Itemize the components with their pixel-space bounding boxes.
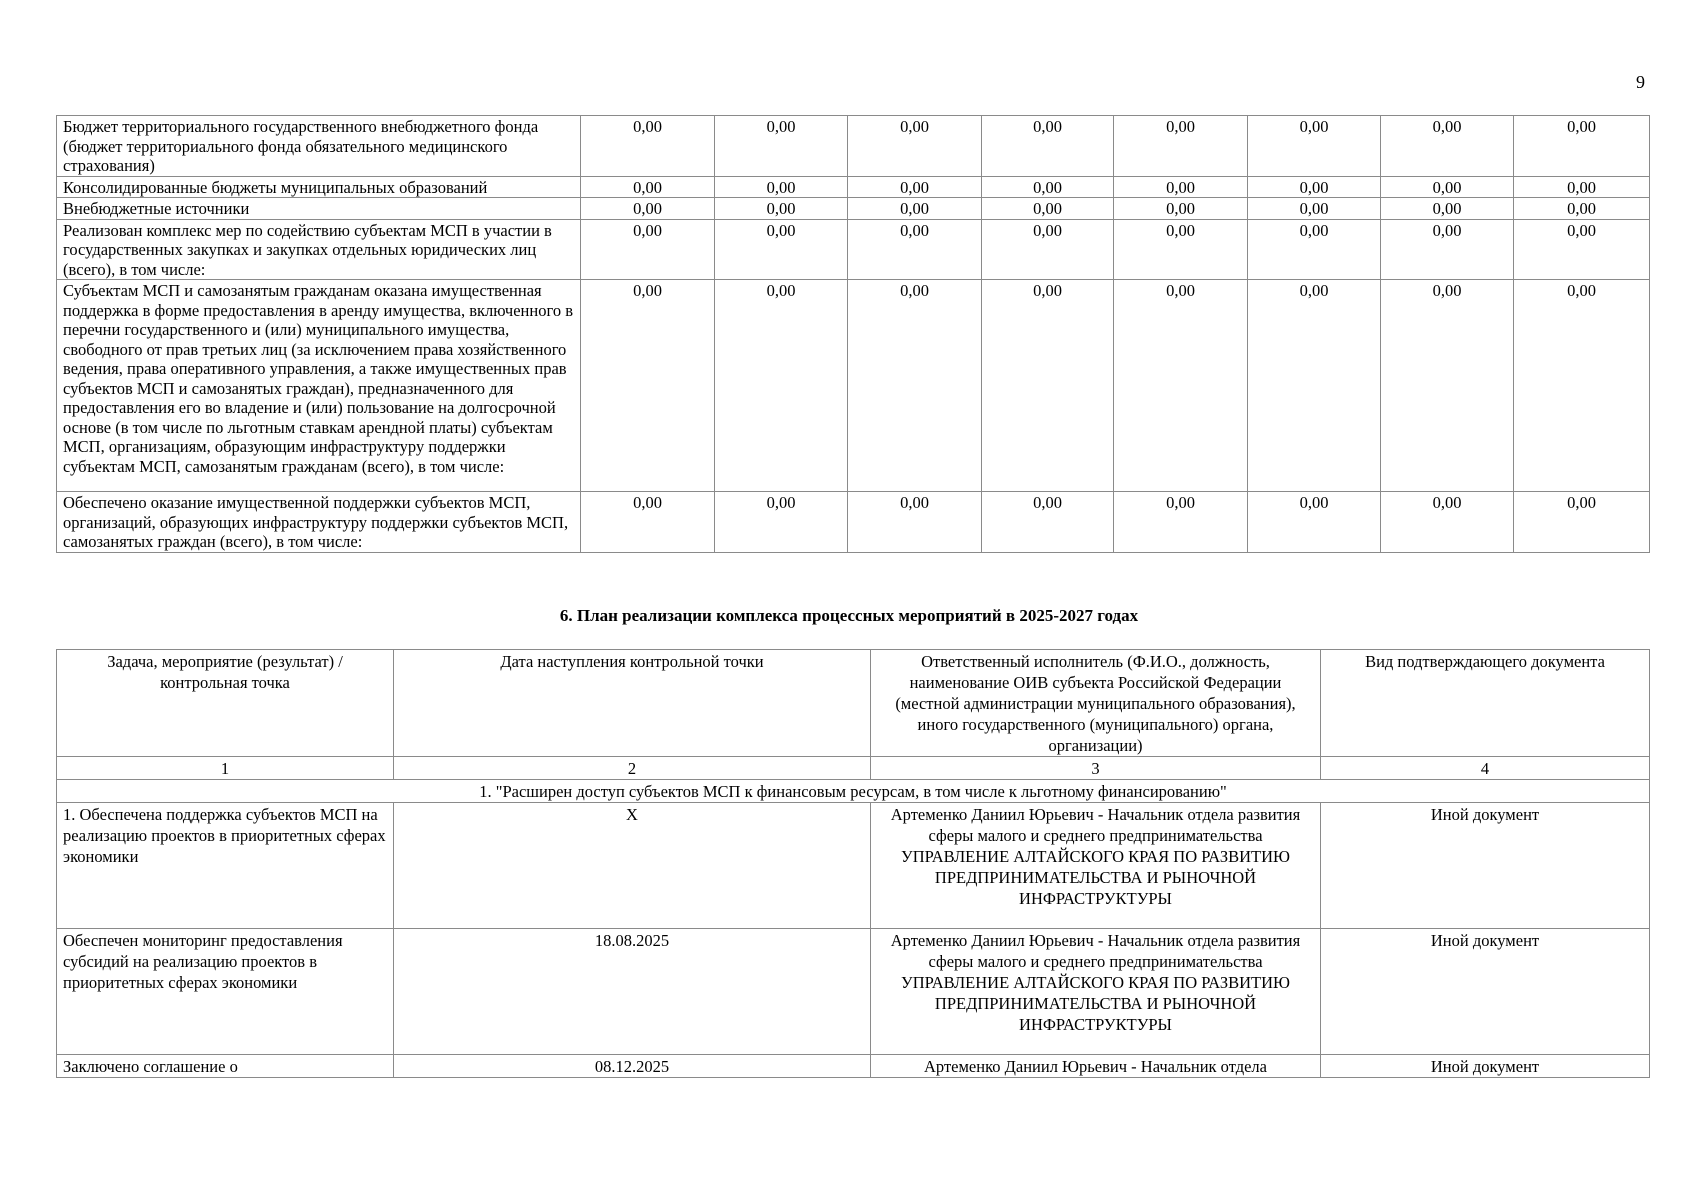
value-cell: 0,00: [1514, 280, 1650, 492]
executor-name: Артеменко Даниил Юрьевич - Начальник отдела развития сферы малого и среднего предпринимательства: [890, 931, 1301, 971]
value-cell: 0,00: [1248, 116, 1381, 177]
task-cell: Обеспечен мониторинг предоставления субсидий на реализацию проектов в приоритетных сферах экономики: [57, 929, 394, 1055]
value-cell: 0,00: [848, 198, 982, 220]
funding-table: [56, 115, 1650, 553]
value-cell: 0,00: [1514, 219, 1650, 280]
value-cell: 0,00: [581, 176, 715, 198]
value-cell: 0,00: [982, 116, 1114, 177]
value-cell: 0,00: [982, 176, 1114, 198]
value-cell: 0,00: [1381, 280, 1514, 492]
task-cell: Заключено соглашение о: [57, 1055, 394, 1078]
value-cell: 0,00: [715, 219, 848, 280]
value-cell: 0,00: [1114, 116, 1248, 177]
value-cell: 0,00: [848, 176, 982, 198]
value-cell: 0,00: [848, 116, 982, 177]
executor-org: УПРАВЛЕНИЕ АЛТАЙСКОГО КРАЯ ПО РАЗВИТИЮ ПРЕДПРИНИМАТЕЛЬСТВА И РЫНОЧНОЙ ИНФРАСТРУКТУРЫ: [901, 847, 1290, 908]
document-cell: Иной документ: [1321, 803, 1650, 929]
page-number: 9: [1636, 72, 1645, 92]
value-cell: 0,00: [1248, 176, 1381, 198]
header-executor: Ответственный исполнитель (Ф.И.О., должность, наименование ОИВ субъекта Российской Федерации (местной администрации муниципального образования), иного государственного (муниципального) органа, организации): [871, 650, 1321, 757]
value-cell: 0,00: [1514, 492, 1650, 553]
value-cell: 0,00: [848, 219, 982, 280]
value-cell: 0,00: [1114, 176, 1248, 198]
header-document: Вид подтверждающего документа: [1321, 650, 1650, 757]
task-cell: 1. Обеспечена поддержка субъектов МСП на реализацию проектов в приоритетных сферах экономики: [57, 803, 394, 929]
date-cell: 08.12.2025: [394, 1055, 871, 1078]
executor-name: Артеменко Даниил Юрьевич - Начальник отдела развития сферы малого и среднего предпринимательства: [890, 805, 1301, 845]
value-cell: 0,00: [1381, 116, 1514, 177]
value-cell: 0,00: [1248, 198, 1381, 220]
value-cell: 0,00: [715, 198, 848, 220]
value-cell: 0,00: [848, 492, 982, 553]
header-task: Задача, мероприятие (результат) / контрольная точка: [57, 650, 394, 757]
row-label: Консолидированные бюджеты муниципальных образований: [57, 176, 581, 198]
value-cell: 0,00: [1514, 198, 1650, 220]
value-cell: 0,00: [1381, 176, 1514, 198]
table-row: [57, 176, 1650, 198]
table-row: [57, 116, 1650, 177]
row-label: Субъектам МСП и самозанятым гражданам оказана имущественная поддержка в форме предоставления в аренду имущества, включенного в перечни государственного и (или) муниципального имущества, свободного от прав третьих лиц (за исключением права хозяйственного ведения, права оперативного управления, а также имущественных прав субъектов МСП и самозанятых граждан), предназначенного для предоставления его во владение и (или) пользование на долгосрочной основе (в том числе по льготным ставкам арендной платы) субъектам МСП, организациям, образующим инфраструктуру поддержки субъектам МСП, самозанятым гражданам (всего), в том числе:: [57, 280, 581, 492]
column-number-row: [57, 757, 1650, 780]
value-cell: 0,00: [581, 198, 715, 220]
value-cell: 0,00: [1381, 492, 1514, 553]
value-cell: 0,00: [982, 219, 1114, 280]
header-date: Дата наступления контрольной точки: [394, 650, 871, 757]
value-cell: 0,00: [1114, 219, 1248, 280]
column-number: 2: [394, 757, 871, 780]
task-heading-row: [57, 780, 1650, 803]
executor-cell: [871, 1055, 1321, 1078]
row-label: Внебюджетные источники: [57, 198, 581, 220]
value-cell: 0,00: [982, 198, 1114, 220]
value-cell: 0,00: [848, 280, 982, 492]
column-number: 1: [57, 757, 394, 780]
plan-table: [56, 649, 1650, 1078]
table-row: [57, 280, 1650, 492]
row-label: Реализован комплекс мер по содействию субъектам МСП в участии в государственных закупках и закупках отдельных юридических лиц (всего), в том числе:: [57, 219, 581, 280]
value-cell: 0,00: [1248, 492, 1381, 553]
table-row: [57, 219, 1650, 280]
date-cell: 18.08.2025: [394, 929, 871, 1055]
value-cell: 0,00: [715, 492, 848, 553]
value-cell: 0,00: [1114, 492, 1248, 553]
value-cell: 0,00: [715, 176, 848, 198]
executor-org: УПРАВЛЕНИЕ АЛТАЙСКОГО КРАЯ ПО РАЗВИТИЮ ПРЕДПРИНИМАТЕЛЬСТВА И РЫНОЧНОЙ ИНФРАСТРУКТУРЫ: [901, 973, 1290, 1034]
table-row: [57, 803, 1650, 929]
value-cell: 0,00: [1248, 280, 1381, 492]
table-row: [57, 198, 1650, 220]
plan-table-body: [57, 780, 1650, 1078]
value-cell: 0,00: [581, 116, 715, 177]
table-row: [57, 492, 1650, 553]
value-cell: 0,00: [982, 280, 1114, 492]
table-row: [57, 929, 1650, 1055]
row-label: Бюджет территориального государственного внебюджетного фонда (бюджет территориального фонда обязательного медицинского страхования): [57, 116, 581, 177]
document-cell: Иной документ: [1321, 1055, 1650, 1078]
executor-cell: [871, 803, 1321, 929]
value-cell: 0,00: [1514, 116, 1650, 177]
table-row: [57, 1055, 1650, 1078]
value-cell: 0,00: [581, 280, 715, 492]
value-cell: 0,00: [1114, 198, 1248, 220]
funding-table-body: [57, 116, 1650, 553]
date-cell: X: [394, 803, 871, 929]
value-cell: 0,00: [715, 280, 848, 492]
value-cell: 0,00: [715, 116, 848, 177]
column-number: 4: [1321, 757, 1650, 780]
executor-name: Артеменко Даниил Юрьевич - Начальник отдела: [924, 1057, 1267, 1076]
value-cell: 0,00: [1248, 219, 1381, 280]
section-title: 6. План реализации комплекса процессных мероприятий в 2025-2027 годах: [559, 606, 1139, 625]
value-cell: 0,00: [1114, 280, 1248, 492]
header-row: [57, 650, 1650, 757]
value-cell: 0,00: [1381, 198, 1514, 220]
executor-cell: [871, 929, 1321, 1055]
task-heading: 1. "Расширен доступ субъектов МСП к финансовым ресурсам, в том числе к льготному финансированию": [57, 780, 1650, 803]
document-cell: Иной документ: [1321, 929, 1650, 1055]
value-cell: 0,00: [581, 219, 715, 280]
value-cell: 0,00: [982, 492, 1114, 553]
row-label: Обеспечено оказание имущественной поддержки субъектов МСП, организаций, образующих инфраструктуру поддержки субъектов МСП, самозанятых граждан (всего), в том числе:: [57, 492, 581, 553]
value-cell: 0,00: [581, 492, 715, 553]
column-number: 3: [871, 757, 1321, 780]
value-cell: 0,00: [1381, 219, 1514, 280]
plan-table-header: [57, 650, 1650, 780]
value-cell: 0,00: [1514, 176, 1650, 198]
